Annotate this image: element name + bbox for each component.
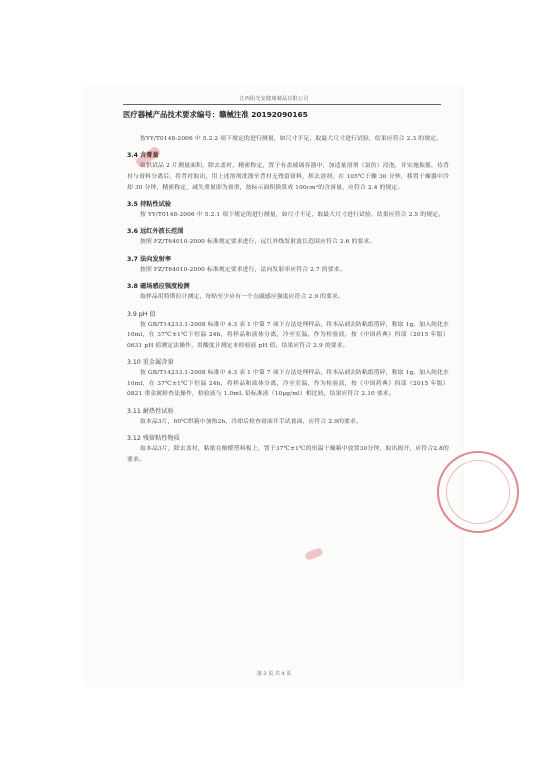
section-paragraph: 按 GB/T14233.1-2008 标准中 4.3 表 1 中第 7 项下方法处理样品，将本品剥去防粘纸剪碎，称取 1g，加入纯化水 10ml，在 37℃±1℃下恒温 24h，将样品和液体分离，冷至室温，作为检验液，按《中国药典》四部（2015 年版）0631 pH 值测定法操作，用酸度计测定本检验液 pH 值，结果应符合 2.9 的要求。 — [127, 321, 449, 349]
section-heading: 3.12 残留粘性物质 — [127, 435, 180, 443]
section-heading: 3.7 法向发射率 — [127, 255, 172, 263]
section-paragraph: 按照 FZ/T64010-2000 标准规定要求进行，远红外线发射波长范围应符合 2.6 的要求。 — [140, 239, 376, 246]
seal-ring — [446, 460, 510, 524]
section-paragraph: 取本品3片，60℃烘箱中加热2h，冷却后检查膏面并手试膏面，应符合 2.9的要求。 — [140, 418, 362, 425]
section — [127, 358, 449, 400]
section-paragraph: 按 GB/T14233.1-2008 标准中 4.3 表 1 中第 7 项下方法处理样品，将本品剥去防粘纸剪碎，称取 1g，加入纯化水 10ml，在 37℃±1℃下恒温 24h，将样品和液体分离，冷至室温，作为检验液，按《中国药典》四部（2015 年版）0821 重金属检查法操作，检验液与 1.0mL 铅标准液（10μg/ml）相比较，结果应符合 2.10 要求。 — [127, 370, 449, 398]
section-heading: 3.10 重金属含量 — [127, 359, 174, 367]
page-number: 第 3 页 共 4 页 — [256, 671, 292, 677]
document-title: 医疗器械产品技术要求编号：赣械注准 20192090165 — [123, 110, 308, 119]
section — [127, 151, 449, 193]
document-page — [85, 86, 463, 686]
section-heading: 3.9 pH 值 — [127, 310, 156, 318]
section — [127, 255, 449, 276]
section-heading: 3.5 持粘性试验 — [127, 200, 172, 208]
section-paragraph: 取供试品 2 片测量面积，除去盖衬，精密称定，置于有盖玻璃容器中，加适量溶剂（氯仿）浸泡，并实施振摇，待背衬与膏料分离后，将背衬取出，用上述溶剂洗涤至背衬无残留膏料，挥去溶剂，在 105℃干燥 30 分钟，移置于燥器中冷却 30 分钟，精密称定，减失重量即为膏重，按标示面积换算成 100cm²的含膏量，应符合 2.4 的规定。 — [127, 163, 449, 191]
section — [127, 227, 449, 248]
company-seal — [437, 451, 519, 533]
section-paragraph: 取样品用特斯拉计测定，每贴至少应有一个点磁感应强度应符合 2.9 的要求。 — [140, 294, 344, 301]
section-paragraph: 按照 FZ/T64010-2000 标准规定要求进行，法向发射率应符合 2.7 的要求。 — [140, 266, 346, 273]
document-body — [127, 134, 449, 472]
section-paragraph: 按 YY/T0148-2006 中 5.2.1 项下规定的进行测量，如尺寸不足，取最大尺寸进行试验，结果应符合 2.5 的规定。 — [140, 211, 445, 218]
company-header: 江西阳光安健康制品有限公司 — [239, 96, 309, 102]
section-heading: 3.8 磁场感应强度检测 — [127, 283, 190, 291]
seal-mark — [304, 547, 324, 561]
section — [127, 282, 449, 303]
section — [127, 134, 449, 145]
section — [127, 200, 449, 221]
section — [127, 407, 449, 428]
section-paragraph: 取本品3片，除去盖衬，粘贴在酚醛塑料板上，置于37℃±1℃的恒温干燥箱中放置30分钟，取出揭开，应符合2.8的要求。 — [127, 446, 449, 463]
section — [127, 310, 449, 352]
section-heading: 3.6 远红外波长范围 — [127, 228, 184, 236]
section-paragraph: 按YY/T0148-2006 中 5.2.2 项下规定的进行测量，如尺寸不足，取最大尺寸进行试验，结果应符合 2.3 的规定。 — [140, 136, 443, 142]
section — [127, 434, 449, 465]
section-heading: 3.4 含膏量 — [127, 152, 159, 160]
header-divider — [123, 104, 441, 105]
section-heading: 3.11 耐热性试验 — [127, 407, 174, 415]
